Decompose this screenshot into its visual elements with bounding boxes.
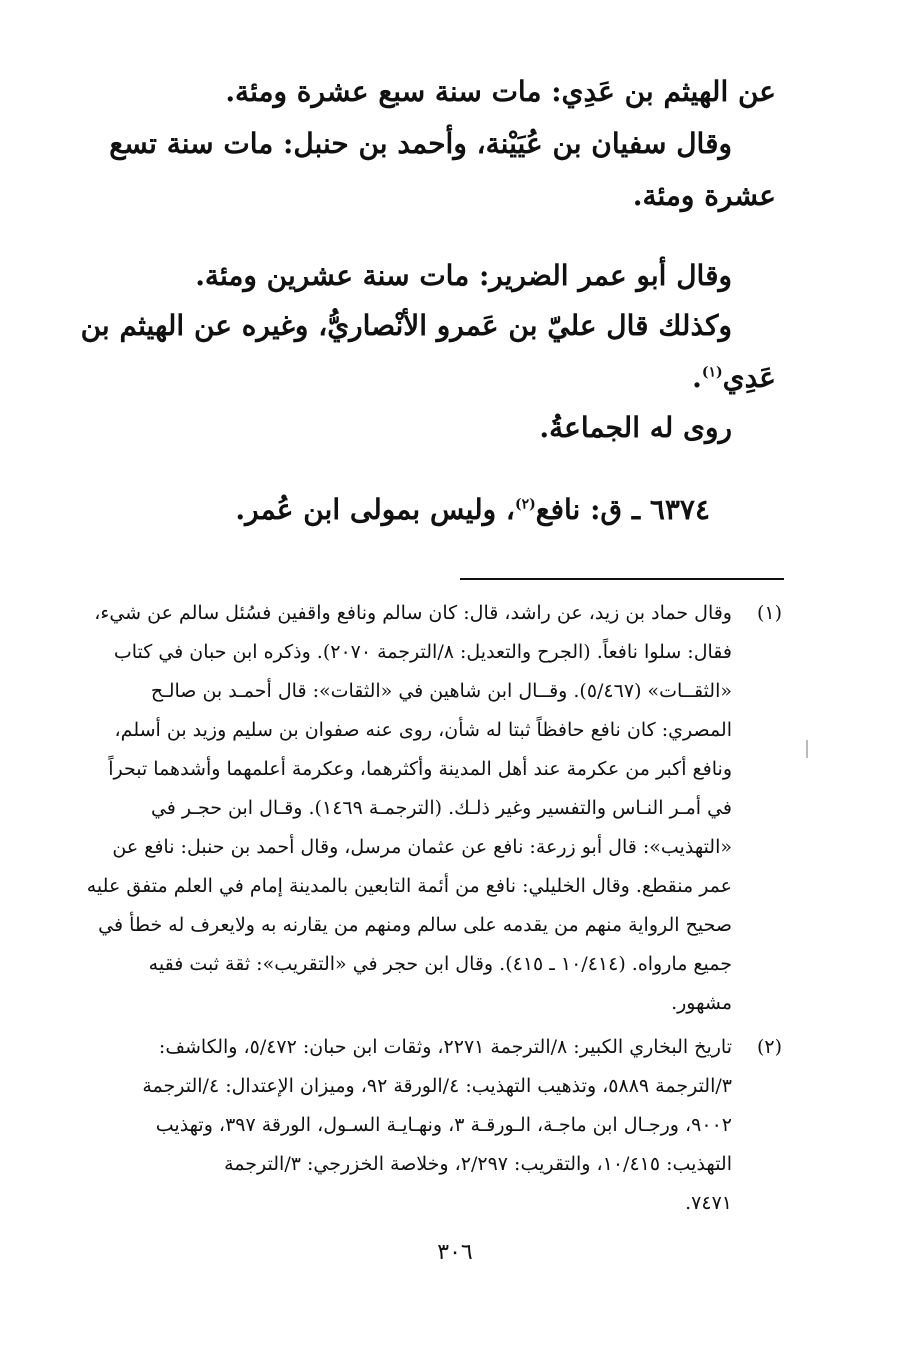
footnote-2-number: (٢) [756,1036,782,1058]
main-line-4: وقال أبو عمر الضرير: مات سنة عشرين ومئة. [195,259,732,292]
footnote-1-line-6: في أمـر النـاس والتفسير وغير ذلـك. (الترجمـة ١٤٦٩). وقـال ابن حجـر في [150,797,732,819]
main-line-6 [692,358,776,398]
footnote-1-number: (١) [756,602,782,624]
main-line-6-text: عَدِي [722,361,776,394]
footnote-1-line-8: عمر منقطع. وقال الخليلي: نافع من أئمة التابعين بالمدينة إمام في العلم متفق عليه [86,875,732,897]
footnote-2-line-2: ٣/الترجمة ٥٨٨٩، وتذهيب التهذيب: ٤/الورقة ٩٢، وميزان الإعتدال: ٤/الترجمة [142,1075,732,1097]
footnote-ref-2: (٢) [514,496,536,513]
footnote-1-line-1: وقال حماد بن زيد، عن راشد، قال: كان سالم ونافع واقفين فسُئل سالم عن شيء، [94,602,732,624]
main-line-5: وكذلك قال عليّ بن عَمرو الأنْصاريُّ، وغيره عن الهيثم بن [80,309,732,342]
footnote-2-line-3: ٩٠٠٢، ورجـال ابن ماجـة، الـورقـة ٣، ونهـايـة السـول، الورقة ٣٩٧، وتهذيب [155,1114,732,1136]
main-line-7: روى له الجماعةُ. [539,411,732,444]
page-number: ٣٠٦ [437,1240,473,1265]
footnote-2-line-4: التهذيب: ١٠/٤١٥، والتقريب: ٢/٢٩٧، وخلاصة الخزرجي: ٣/الترجمة [224,1153,732,1175]
main-line-8 [235,490,710,530]
footnote-1-line-5: ونافع أكبر من عكرمة عند أهل المدينة وأكثرهما، وعكرمة أعلمهما وأشدهما تبحراً [108,758,732,780]
footnote-2-line-5: ٧٤٧١. [685,1192,732,1214]
footnote-1-line-7: «التهذيب»: قال أبو زرعة: نافع عن عثمان مرسل، وقال أحمد بن حنبل: نافع عن [112,836,732,858]
scan-mark [806,740,808,758]
main-line-3: عشرة ومئة. [632,179,776,212]
main-line-1: عن الهيثم بن عَدِي: مات سنة سبع عشرة ومئة. [225,75,776,108]
footnote-separator [460,578,784,580]
footnote-1-line-10: جميع مارواه. (١٠/٤١٤ ـ ٤١٥). وقال ابن حجر في «التقريب»: ثقة ثبت فقيه [148,953,732,975]
footnote-ref-1: (١) [701,364,723,381]
footnote-1-line-3: «الثقــات» (٥/٤٦٧). وقــال ابن شاهين في «الثقات»: قال أحمـد بن صالـح [150,680,732,702]
footnote-1-line-4: المصري: كان نافع حافظاً ثبتا له شأن، روى عنه صفوان بن سليم وزيد بن أسلم، [114,719,732,741]
footnote-1-line-11: مشهور. [671,992,732,1014]
footnote-1-line-2: فقال: سلوا نافعاً. (الجرح والتعديل: ٨/الترجمة ٢٠٧٠). وذكره ابن حبان في كتاب [113,641,732,663]
footnote-1-line-9: صحيح الرواية منهم من يقدمه على سالم ومنهم من يقارنه به ولايعرف له خطأ في [98,914,732,936]
main-line-2: وقال سفيان بن عُيَيْنة، وأحمد بن حنبل: مات سنة تسع [109,127,732,160]
entry-heading-rest: ، وليس بمولى ابن عُمر. [235,493,515,526]
main-line-6-suffix: . [692,361,702,394]
footnote-2-line-1: تاريخ البخاري الكبير: ٨/الترجمة ٢٢٧١، وثقات ابن حبان: ٥/٤٧٢، والكاشف: [158,1036,732,1058]
entry-heading: ٦٣٧٤ ـ ق: نافع [535,493,710,526]
